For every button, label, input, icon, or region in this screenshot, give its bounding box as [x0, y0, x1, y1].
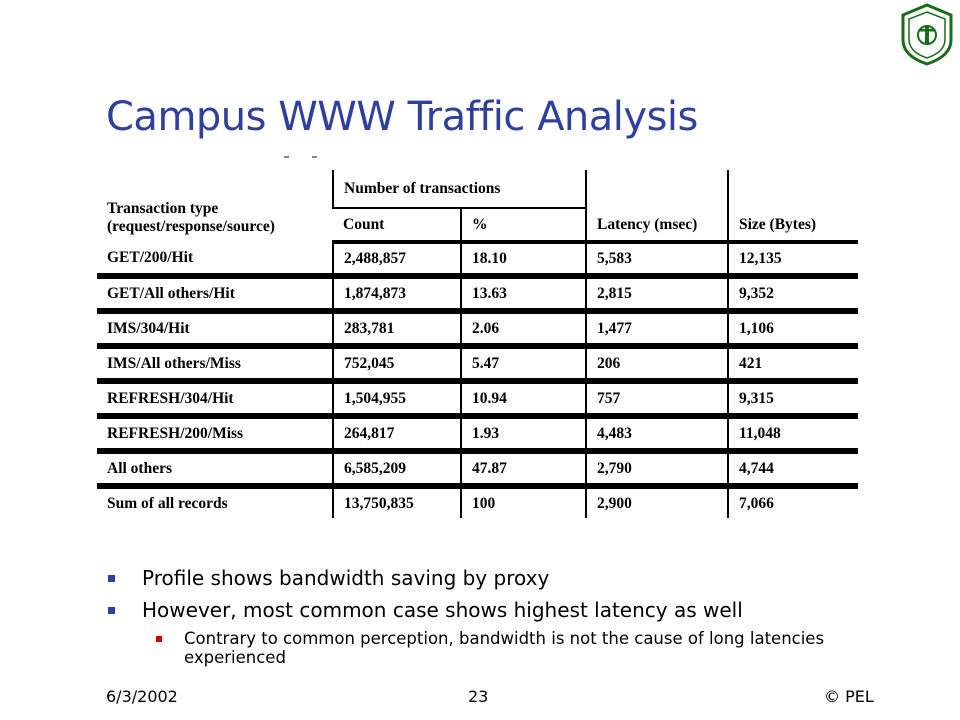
header-size: Size (Bytes): [728, 170, 858, 242]
cell-count: 264,817: [333, 416, 461, 451]
traffic-table: [97, 170, 858, 518]
bullet-text: Profile shows bandwidth saving by proxy: [142, 566, 550, 590]
footer-page-number: 23: [468, 687, 489, 706]
header-latency: Latency (msec): [586, 170, 728, 242]
table-header-row: [97, 170, 858, 208]
cell-percent: 5.47: [461, 346, 586, 381]
cell-size: 1,106: [728, 311, 858, 346]
cell-percent: 1.93: [461, 416, 586, 451]
cell-count: 2,488,857: [333, 242, 461, 276]
cell-size: 11,048: [728, 416, 858, 451]
cell-latency: 757: [586, 381, 728, 416]
header-transaction-type-line1: Transaction type: [107, 200, 219, 217]
bullet-square-icon: [108, 607, 115, 614]
cell-type: Sum of all records: [97, 486, 333, 518]
cell-type: IMS/All others/Miss: [97, 346, 333, 381]
header-transaction-type-line2: (request/response/source): [107, 218, 275, 235]
cell-size: 421: [728, 346, 858, 381]
cell-type: GET/200/Hit: [107, 248, 194, 266]
cell-type: All others: [97, 451, 333, 486]
cell-size: 9,315: [728, 381, 858, 416]
cell-latency: 4,483: [586, 416, 728, 451]
table-row: [97, 276, 858, 311]
table-row: [97, 451, 858, 486]
cell-size: 4,744: [728, 451, 858, 486]
table-row: [97, 346, 858, 381]
cell-count: 283,781: [333, 311, 461, 346]
cell-size: 7,066: [728, 486, 858, 518]
bullet-item: [106, 565, 844, 591]
table-row: [97, 381, 858, 416]
cell-type: GET/All others/Hit: [97, 276, 333, 311]
header-percent: %: [461, 208, 586, 242]
table-row: [97, 486, 858, 518]
bullet-square-icon: [108, 575, 115, 582]
cell-type: REFRESH/304/Hit: [97, 381, 333, 416]
cell-latency: 1,477: [586, 311, 728, 346]
cell-type: REFRESH/200/Miss: [97, 416, 333, 451]
bullet-item: [106, 597, 844, 623]
cell-percent: 47.87: [461, 451, 586, 486]
lab-logo-icon: [896, 2, 958, 66]
cell-latency: 206: [586, 346, 728, 381]
cell-percent: 18.10: [461, 242, 586, 276]
title-divider-marks: [284, 156, 324, 162]
cell-percent: 2.06: [461, 311, 586, 346]
header-transaction-type: [97, 170, 333, 242]
table-row: [97, 242, 858, 276]
header-number-of-transactions: Number of transactions: [333, 170, 586, 208]
header-count: Count: [333, 208, 461, 242]
table-row: [97, 416, 858, 451]
cell-size: 12,135: [728, 242, 858, 276]
footer-date: 6/3/2002: [106, 687, 178, 706]
cell-latency: 2,815: [586, 276, 728, 311]
cell-count: 752,045: [333, 346, 461, 381]
slide-title: Campus WWW Traffic Analysis: [106, 94, 698, 140]
table-row: [97, 311, 858, 346]
cell-percent: 10.94: [461, 381, 586, 416]
cell-count: 6,585,209: [333, 451, 461, 486]
cell-count: 1,874,873: [333, 276, 461, 311]
cell-size: 9,352: [728, 276, 858, 311]
sub-bullet-text: Contrary to common perception, bandwidth is not the cause of long latencies experienced: [184, 629, 825, 667]
sub-bullet-square-icon: [156, 636, 162, 642]
cell-count: 1,504,955: [333, 381, 461, 416]
cell-type: IMS/304/Hit: [97, 311, 333, 346]
cell-percent: 13.63: [461, 276, 586, 311]
cell-latency: 5,583: [586, 242, 728, 276]
sub-bullet-item: [154, 629, 844, 667]
cell-percent: 100: [461, 486, 586, 518]
cell-count: 13,750,835: [333, 486, 461, 518]
cell-latency: 2,790: [586, 451, 728, 486]
footer-copyright: © PEL: [824, 687, 874, 706]
bullet-list: [106, 565, 844, 667]
cell-latency: 2,900: [586, 486, 728, 518]
bullet-text: However, most common case shows highest latency as well: [142, 598, 743, 622]
